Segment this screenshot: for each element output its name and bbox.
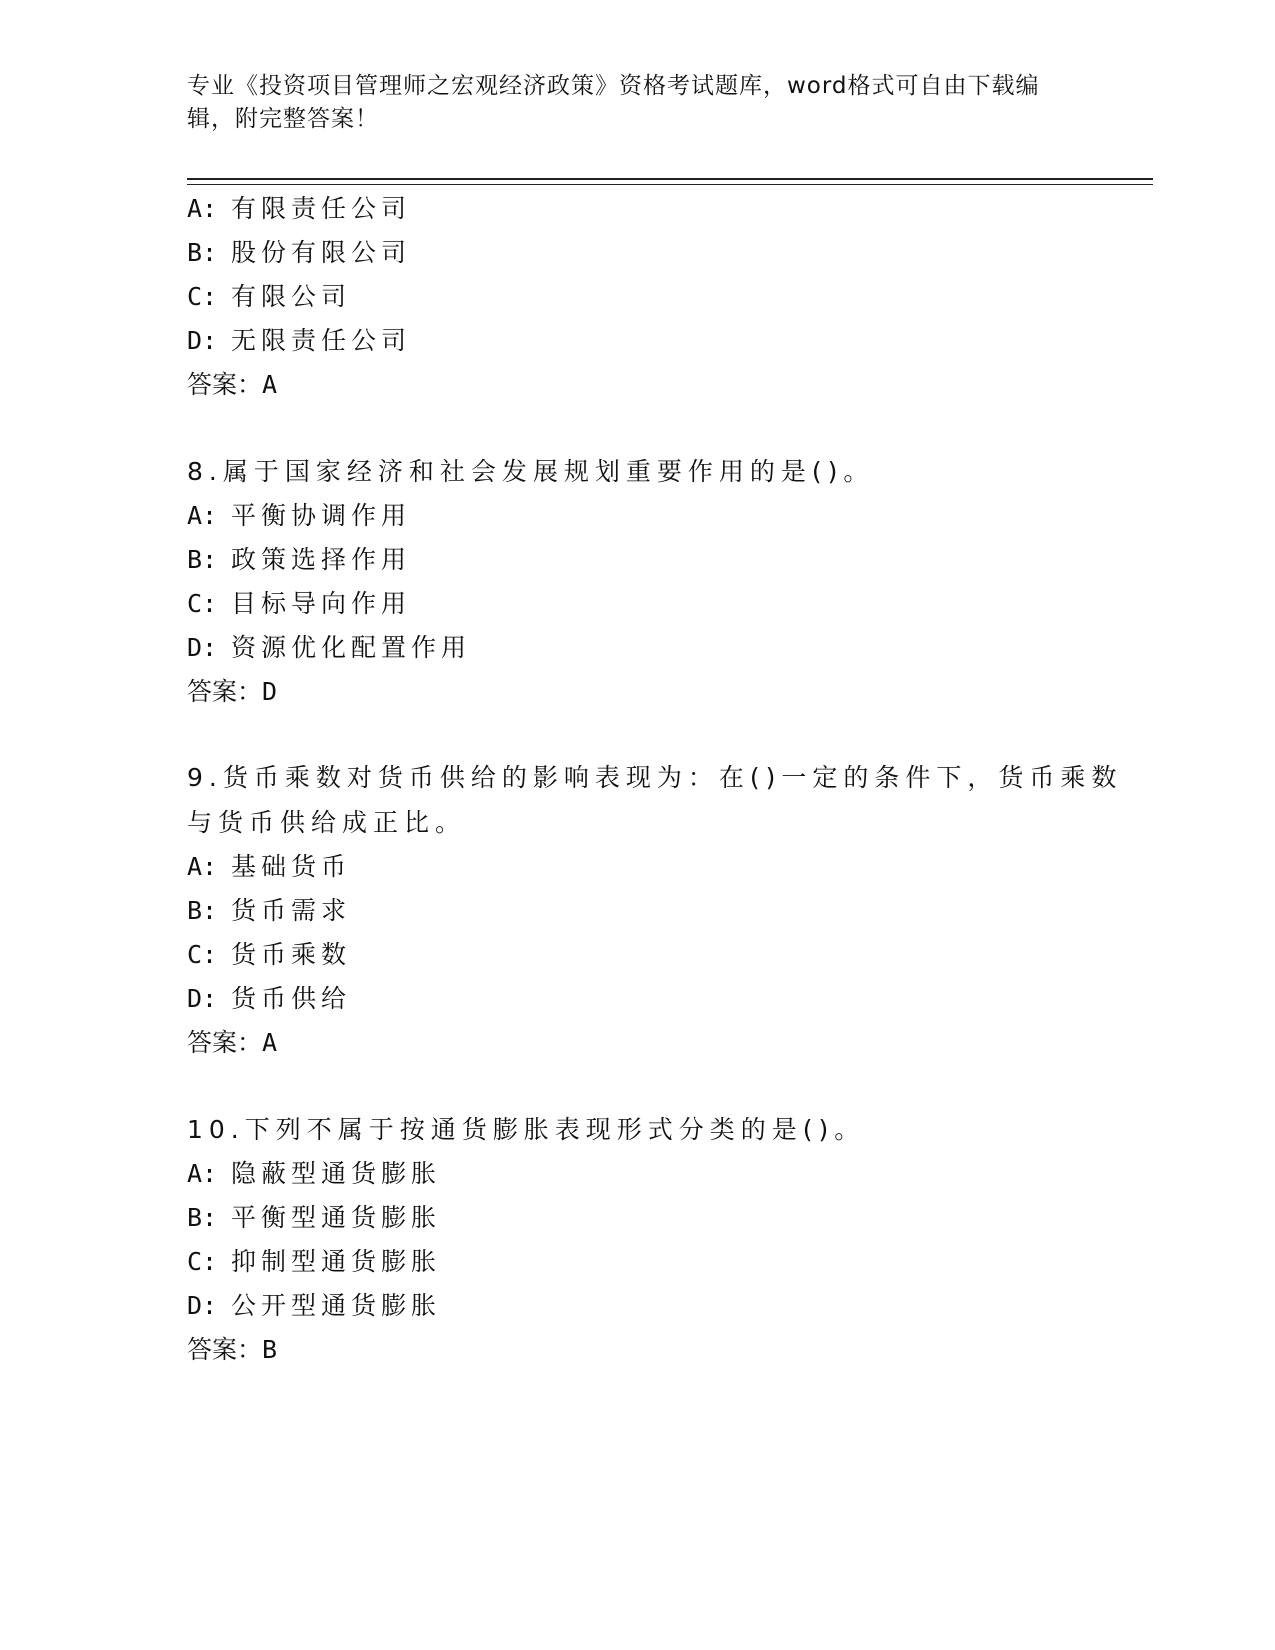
option-letter: A: xyxy=(187,852,218,881)
answer-value: B xyxy=(262,1335,278,1364)
option-letter: D: xyxy=(187,326,218,355)
q8-option-d xyxy=(187,631,471,665)
q9-option-c xyxy=(187,938,351,972)
option-text: 货币供给 xyxy=(231,984,352,1013)
option-letter: C: xyxy=(187,940,218,969)
option-text: 基础货币 xyxy=(231,852,352,881)
option-letter: D: xyxy=(187,984,218,1013)
document-header: 专业《投资项目管理师之宏观经济政策》资格考试题库，word格式可自由下载编辑，附完整答案！ xyxy=(187,73,1040,132)
option-text: 资源优化配置作用 xyxy=(231,633,472,662)
header-divider-thick xyxy=(187,178,1153,180)
q7-answer xyxy=(187,368,277,402)
answer-label: 答案： xyxy=(187,677,263,706)
q10-answer xyxy=(187,1333,277,1367)
q8-option-c xyxy=(187,587,411,621)
option-text: 抑制型通货膨胀 xyxy=(231,1247,442,1276)
q8-stem: 8.属于国家经济和社会发展规划重要作用的是()。 xyxy=(187,457,875,486)
option-text: 无限责任公司 xyxy=(231,326,412,355)
option-text: 货币需求 xyxy=(231,896,352,925)
q10-stem: 10.下列不属于按通货膨胀表现形式分类的是()。 xyxy=(187,1115,866,1144)
q9-option-d xyxy=(187,982,351,1016)
q7-option-d xyxy=(187,324,411,358)
q10-option-b xyxy=(187,1201,441,1235)
option-letter: C: xyxy=(187,1247,218,1276)
option-letter: C: xyxy=(187,589,218,618)
option-text: 政策选择作用 xyxy=(231,545,412,574)
q9-option-b xyxy=(187,894,351,928)
option-text: 平衡协调作用 xyxy=(231,501,412,530)
q7-option-b xyxy=(187,236,411,270)
option-text: 货币乘数 xyxy=(231,940,352,969)
option-letter: B: xyxy=(187,545,218,574)
option-text: 平衡型通货膨胀 xyxy=(231,1203,442,1232)
answer-label: 答案： xyxy=(187,370,263,399)
option-letter: C: xyxy=(187,282,218,311)
q10-option-d xyxy=(187,1289,441,1323)
q9-option-a xyxy=(187,850,351,884)
q8-answer xyxy=(187,675,277,709)
answer-value: A xyxy=(262,1028,278,1057)
answer-label: 答案： xyxy=(187,1335,263,1364)
option-letter: D: xyxy=(187,633,218,662)
option-letter: B: xyxy=(187,238,218,267)
option-text: 有限责任公司 xyxy=(231,194,412,223)
q8-option-a xyxy=(187,499,411,533)
answer-value: A xyxy=(262,370,278,399)
option-text: 目标导向作用 xyxy=(231,589,412,618)
q9-answer xyxy=(187,1026,277,1060)
option-letter: A: xyxy=(187,501,218,530)
q7-option-a xyxy=(187,192,411,226)
option-text: 股份有限公司 xyxy=(231,238,412,267)
option-letter: A: xyxy=(187,1159,218,1188)
q9-stem-line-2: 与货币供给成正比。 xyxy=(187,808,467,837)
option-letter: B: xyxy=(187,1203,218,1232)
answer-value: D xyxy=(262,677,278,706)
answer-label: 答案： xyxy=(187,1028,263,1057)
header-divider-thin xyxy=(187,184,1153,185)
q8-option-b xyxy=(187,543,411,577)
q9-stem-line-1: 9.货币乘数对货币供给的影响表现为：在()一定的条件下，货币乘数 xyxy=(187,763,1123,792)
option-text: 隐蔽型通货膨胀 xyxy=(231,1159,442,1188)
option-text: 公开型通货膨胀 xyxy=(231,1291,442,1320)
option-letter: A: xyxy=(187,194,218,223)
option-letter: B: xyxy=(187,896,218,925)
q10-option-c xyxy=(187,1245,441,1279)
option-text: 有限公司 xyxy=(231,282,352,311)
option-letter: D: xyxy=(187,1291,218,1320)
q7-option-c xyxy=(187,280,351,314)
q10-option-a xyxy=(187,1157,441,1191)
